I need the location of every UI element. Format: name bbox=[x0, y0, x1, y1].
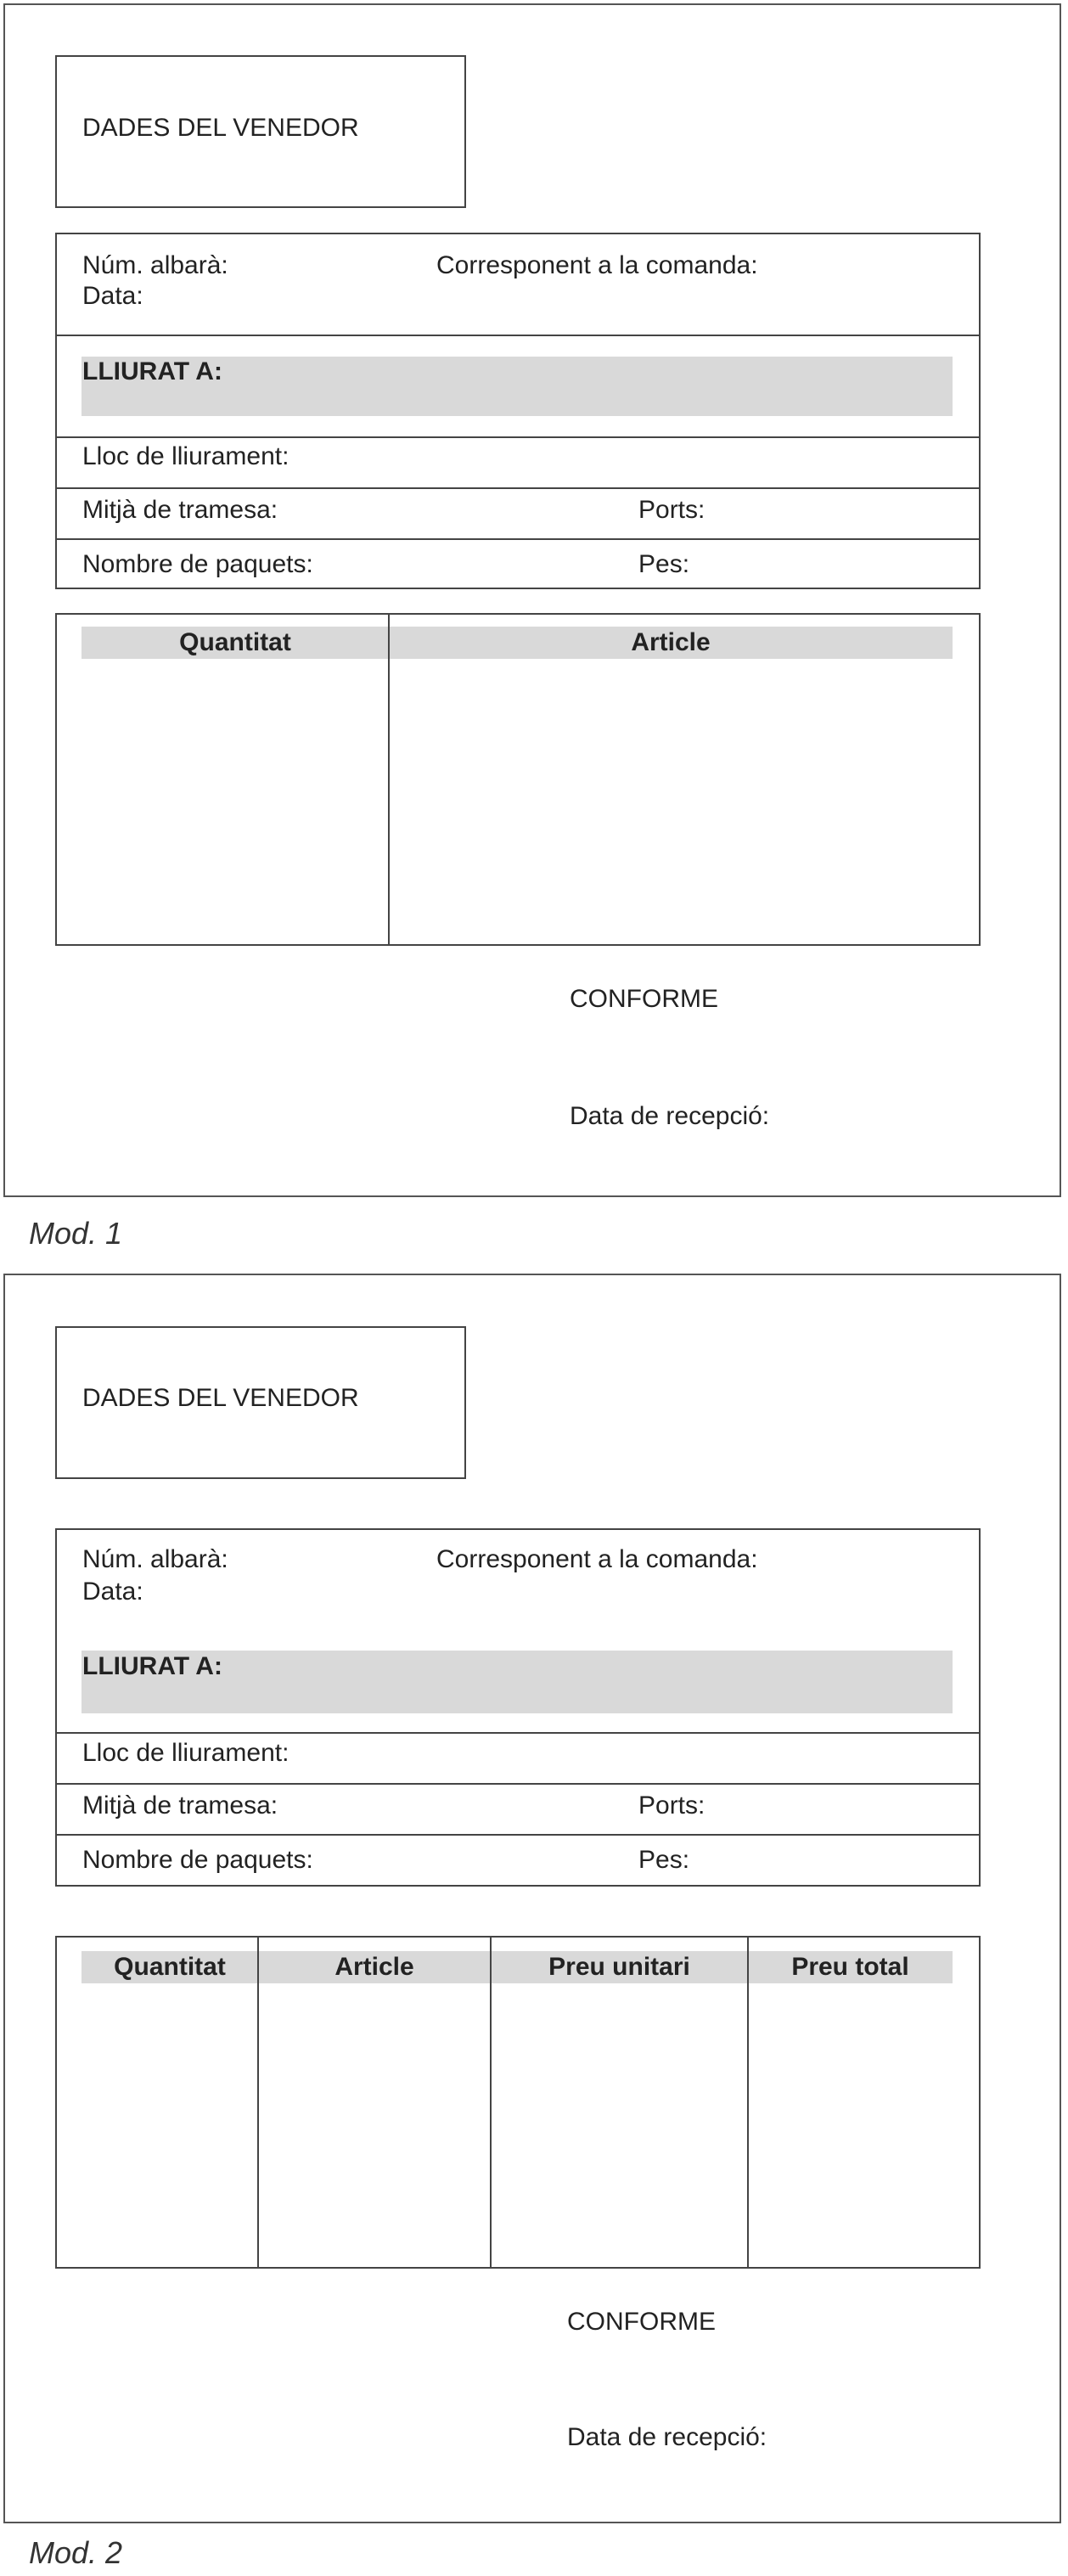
column-header-unit-price: Preu unitari bbox=[548, 1953, 690, 1981]
divider bbox=[55, 487, 981, 489]
divider bbox=[55, 1834, 981, 1836]
delivery-note-number-label: Núm. albarà: bbox=[82, 1545, 228, 1573]
model-caption: Mod. 2 bbox=[29, 2535, 123, 2570]
package-count-label: Nombre de paquets: bbox=[82, 550, 313, 578]
delivery-place-label: Lloc de lliurament: bbox=[82, 442, 289, 470]
vendor-box-label: DADES DEL VENEDOR bbox=[82, 1384, 359, 1412]
shipping-cost-label: Ports: bbox=[638, 1791, 705, 1820]
delivery-place-label: Lloc de lliurament: bbox=[82, 1739, 289, 1767]
receipt-date-label: Data de recepció: bbox=[570, 1102, 770, 1130]
delivered-to-label: LLIURAT A: bbox=[82, 357, 222, 385]
model-caption: Mod. 1 bbox=[29, 1216, 123, 1251]
column-divider bbox=[388, 613, 390, 946]
divider bbox=[55, 1732, 981, 1734]
column-header-quantity: Quantitat bbox=[114, 1953, 226, 1981]
column-divider bbox=[747, 1936, 749, 2269]
order-reference-label: Corresponent a la comanda: bbox=[436, 1545, 758, 1573]
weight-label: Pes: bbox=[638, 1846, 690, 1874]
order-reference-label: Corresponent a la comanda: bbox=[436, 251, 758, 279]
delivered-to-label: LLIURAT A: bbox=[82, 1652, 222, 1680]
weight-label: Pes: bbox=[638, 550, 690, 578]
items-table bbox=[55, 1936, 981, 2269]
column-header-article: Article bbox=[631, 628, 711, 656]
divider bbox=[55, 335, 981, 336]
shipping-method-label: Mitjà de tramesa: bbox=[82, 1791, 278, 1820]
receipt-date-label: Data de recepció: bbox=[567, 2423, 767, 2451]
divider bbox=[55, 1783, 981, 1785]
package-count-label: Nombre de paquets: bbox=[82, 1846, 313, 1874]
column-divider bbox=[257, 1936, 259, 2269]
vendor-box-label: DADES DEL VENEDOR bbox=[82, 114, 359, 142]
delivery-note-number-label: Núm. albarà: bbox=[82, 251, 228, 279]
shipping-cost-label: Ports: bbox=[638, 496, 705, 524]
column-header-quantity: Quantitat bbox=[179, 628, 291, 656]
approval-label: CONFORME bbox=[567, 2308, 716, 2336]
date-label: Data: bbox=[82, 282, 143, 310]
column-divider bbox=[490, 1936, 492, 2269]
approval-label: CONFORME bbox=[570, 985, 718, 1013]
column-header-article: Article bbox=[334, 1953, 414, 1981]
divider bbox=[55, 436, 981, 438]
divider bbox=[55, 538, 981, 540]
items-table bbox=[55, 613, 981, 946]
column-header-total-price: Preu total bbox=[791, 1953, 909, 1981]
date-label: Data: bbox=[82, 1578, 143, 1606]
shipping-method-label: Mitjà de tramesa: bbox=[82, 496, 278, 524]
